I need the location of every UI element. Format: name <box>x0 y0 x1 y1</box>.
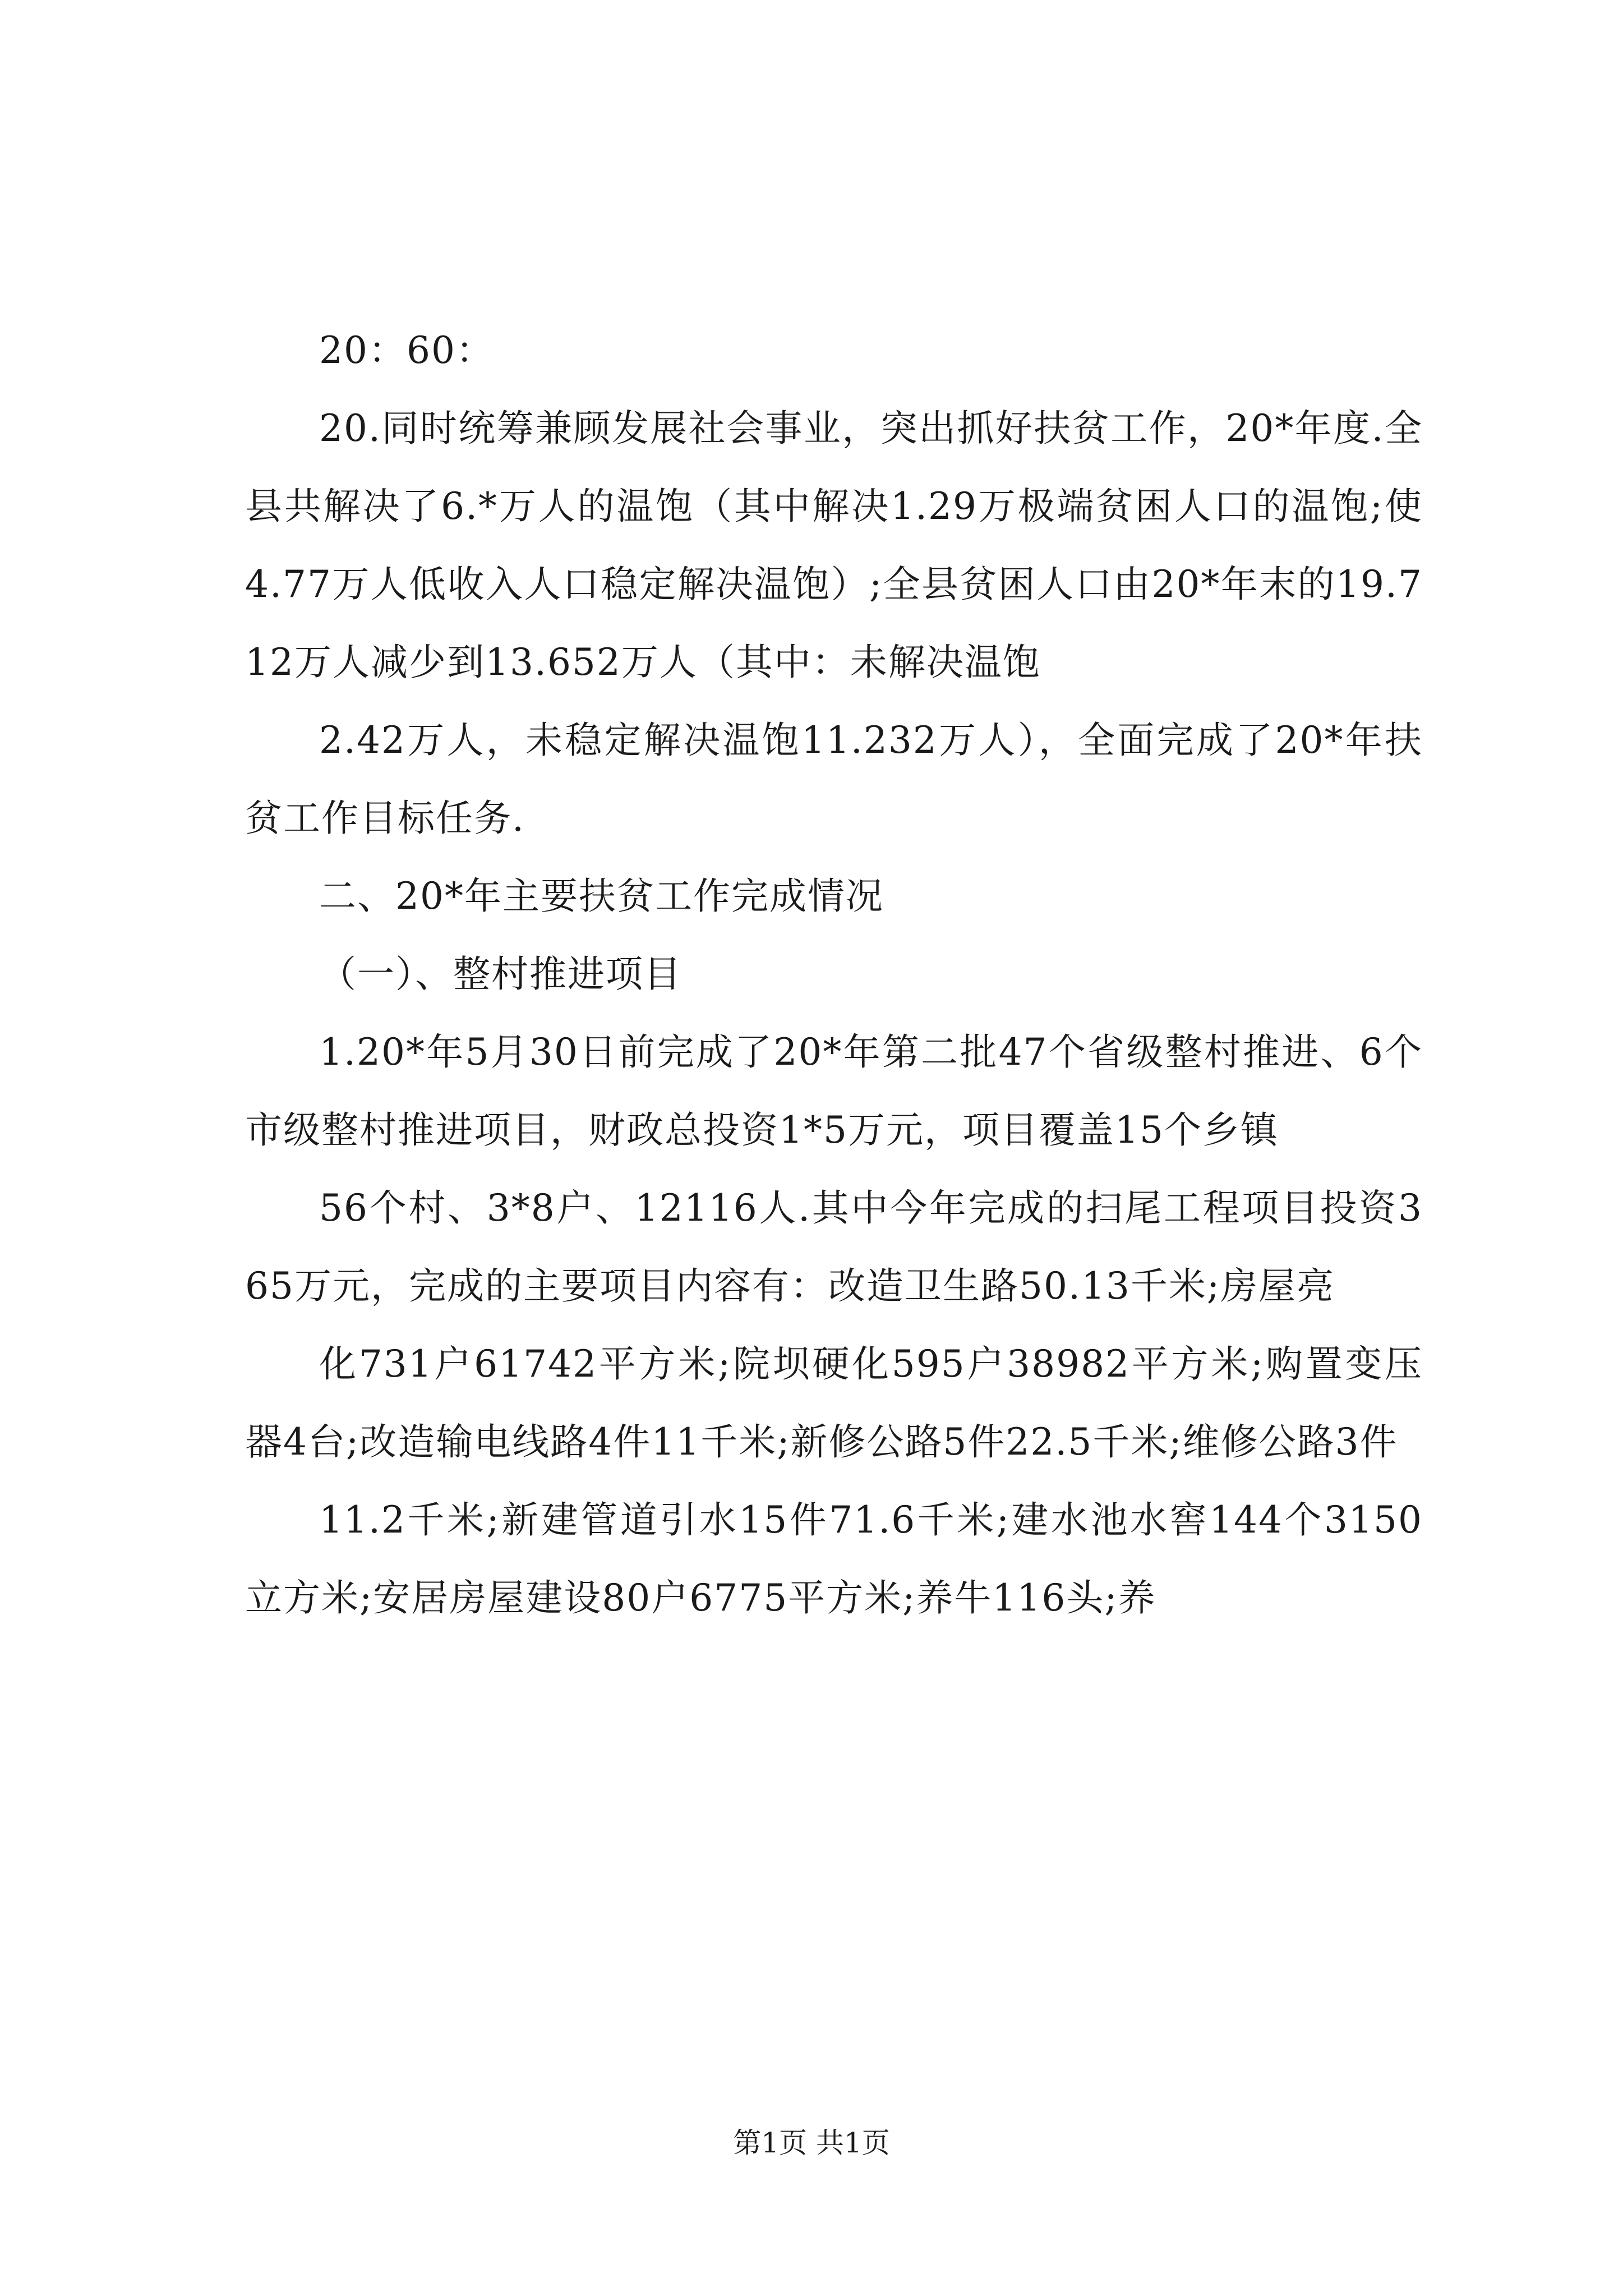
document-body <box>245 311 1423 1637</box>
paragraph-project-details-end: 11.2千米;新建管道引水15件71.6千米;建水池水窖144个3150立方米;安居房屋建设80户6775平方米;养牛116头;养 <box>245 1498 1423 1619</box>
paragraph-poverty-summary: 20.同时统筹兼顾发展社会事业，突出抓好扶贫工作，20*年度.全县共解决了6.*万人的温饱（其中解决1.29万极端贫困人口的温饱;使4.77万人低收入人口稳定解决温饱）;全县贫困人口由20*年末的19.712万人减少到13.652万人（其中：未解决温饱 <box>245 407 1423 684</box>
paragraph-project-details-cont: 化731户61742平方米;院坝硬化595户38982平方米;购置变压器4台;改造输电线路4件11千米;新修公路5件22.5千米;维修公路3件 <box>245 1342 1423 1464</box>
paragraph-ratio: 20：60： <box>319 329 494 372</box>
paragraph-project-details: 56个村、3*8户、12116人.其中今年完成的扫尾工程项目投资365万元，完成的主要项目内容有：改造卫生路50.13千米;房屋亮 <box>245 1186 1423 1308</box>
subsection-heading: （一）、整村推进项目 <box>319 953 682 996</box>
paragraph-poverty-summary-cont: 2.42万人，未稳定解决温饱11.232万人），全面完成了20*年扶贫工作目标任务. <box>245 719 1423 840</box>
section-heading: 二、20*年主要扶贫工作完成情况 <box>319 875 884 918</box>
page-footer: 第1页 共1页 <box>733 2127 890 2159</box>
paragraph-village-projects: 1.20*年5月30日前完成了20*年第二批47个省级整村推进、6个市级整村推进项目，财政总投资1*5万元，项目覆盖15个乡镇 <box>245 1030 1423 1152</box>
